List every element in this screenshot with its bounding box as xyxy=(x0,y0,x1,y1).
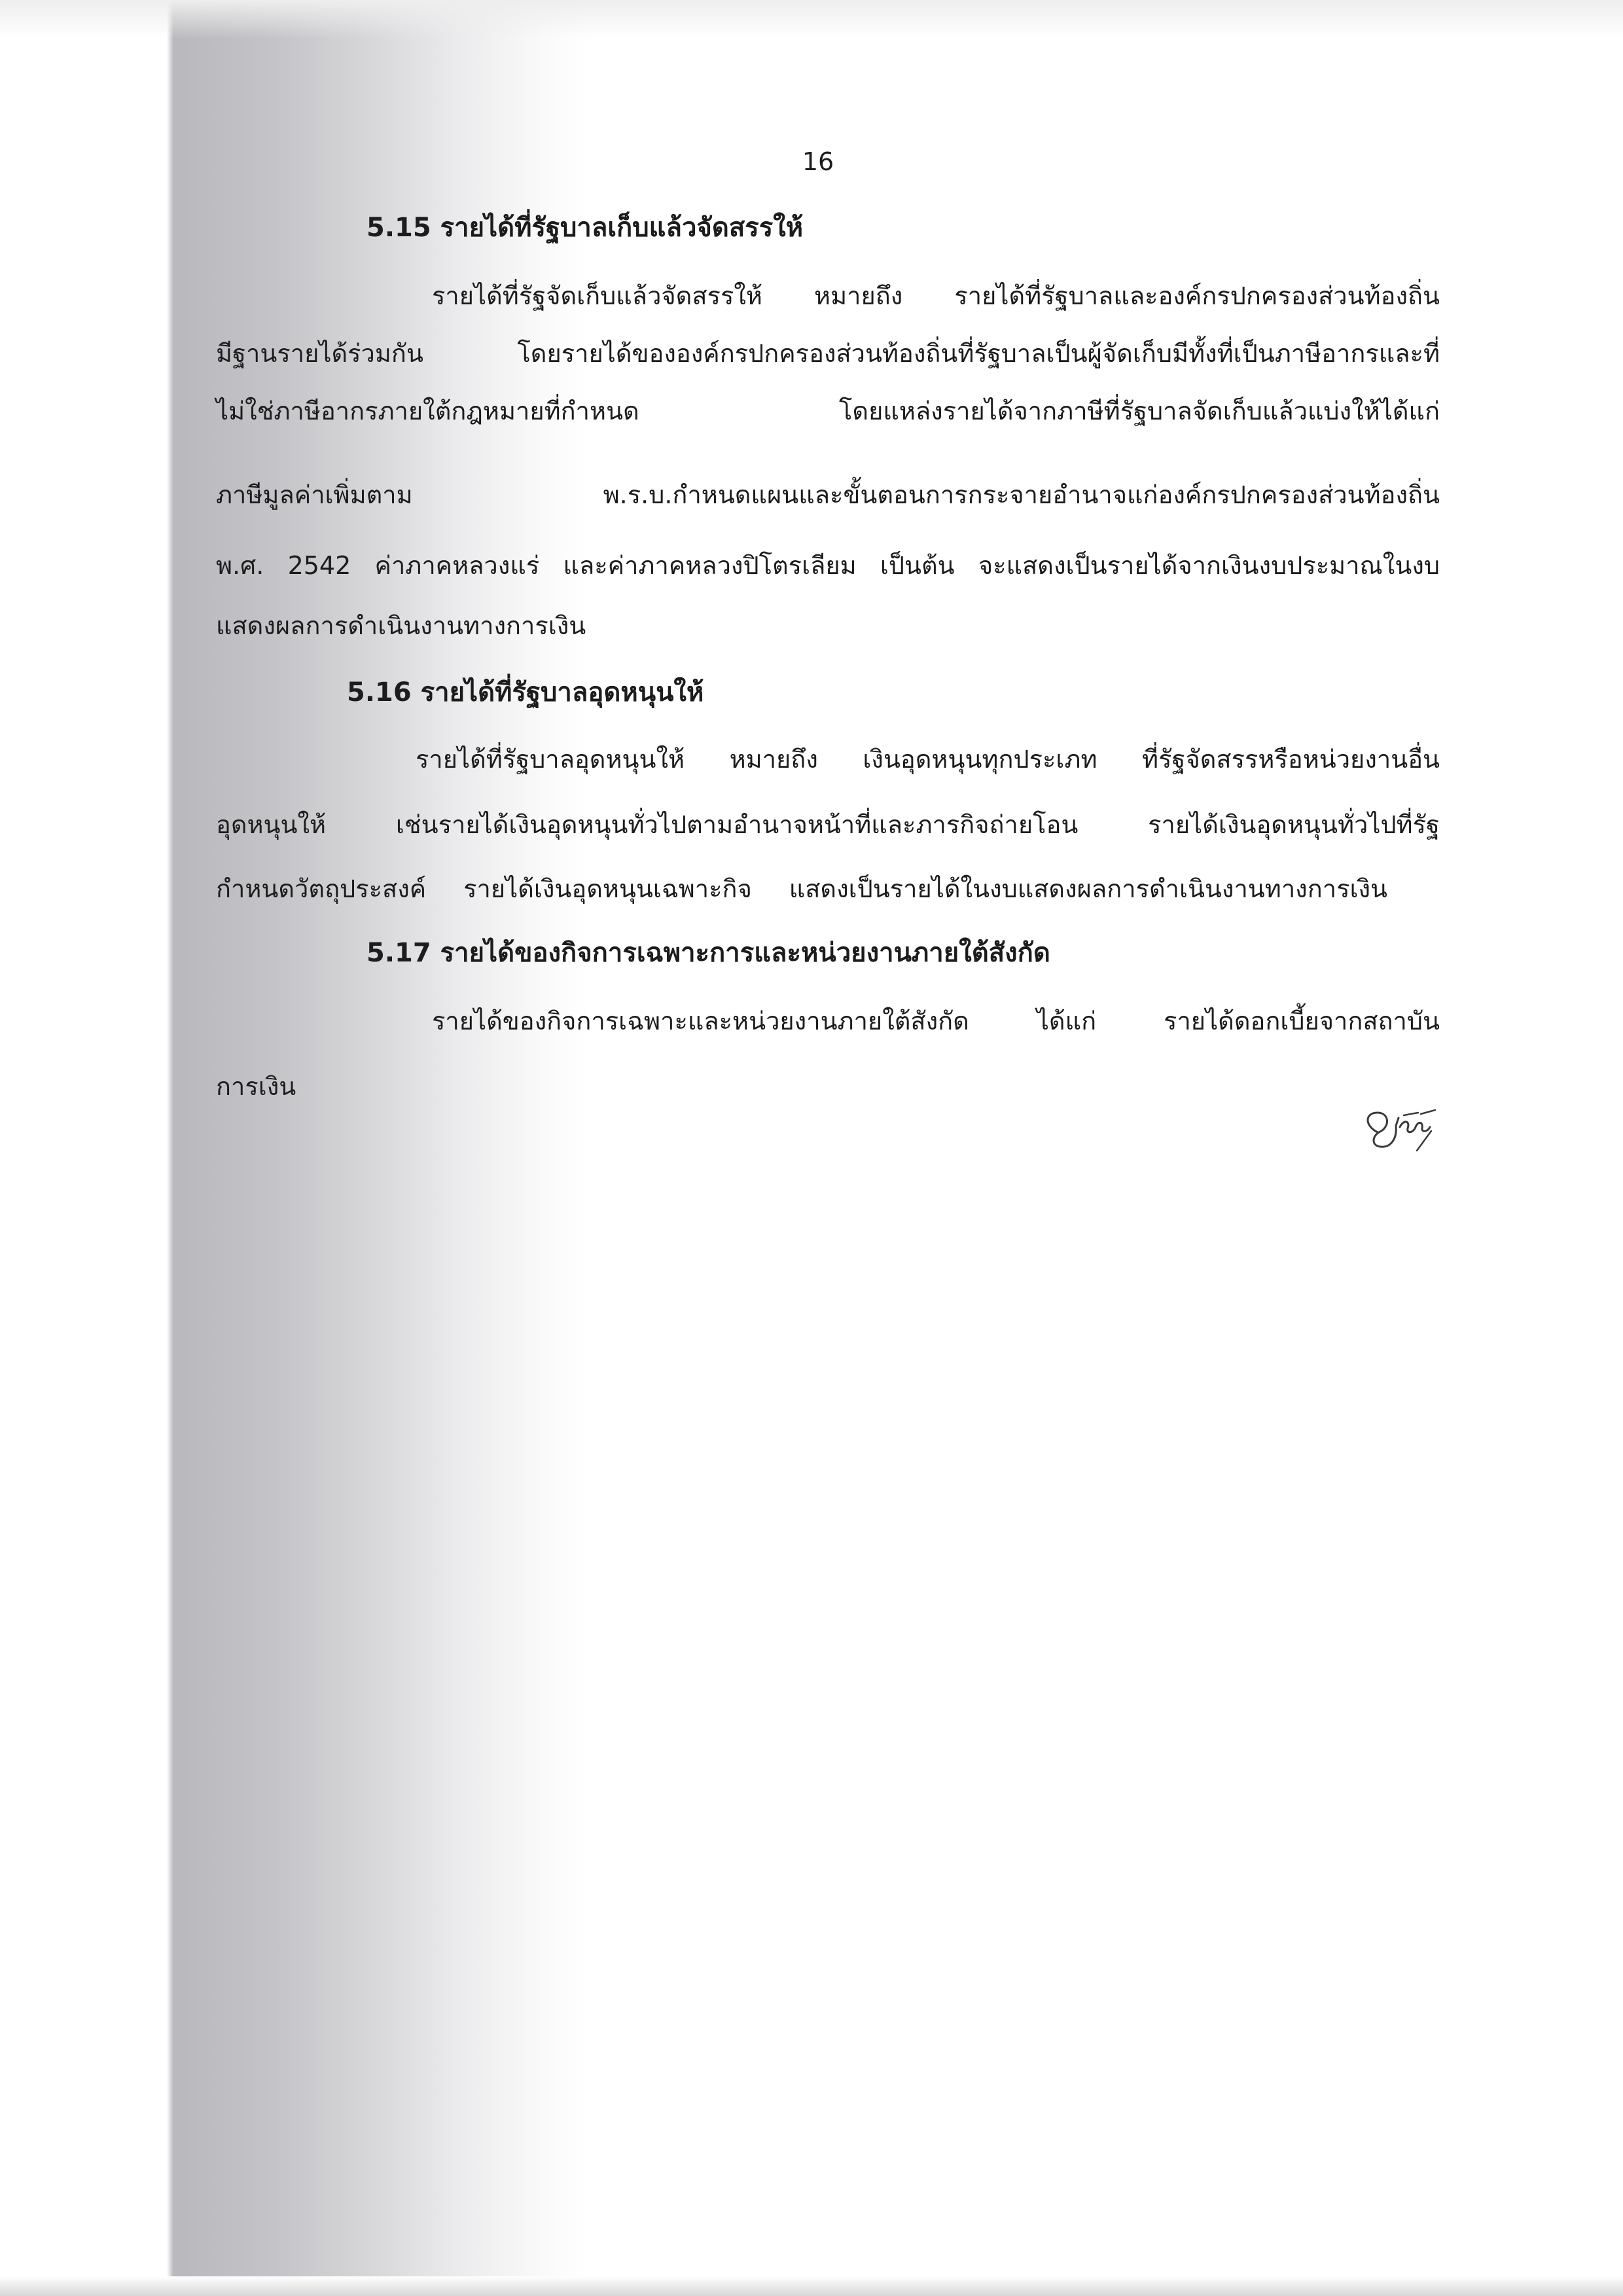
paragraph-line: ไม่ใช่ภาษีอากรภายใต้กฎหมายที่กำหนด โดยแหล่งรายได้จากภาษีที่รัฐบาลจัดเก็บแล้วแบ่งให้ได้แก่ xyxy=(216,397,1440,425)
scan-bottom-edge xyxy=(0,2276,1623,2296)
paragraph-line: รายได้ของกิจการเฉพาะและหน่วยงานภายใต้สังกัด ได้แก่ รายได้ดอกเบี้ยจากสถาบัน xyxy=(432,1007,1440,1035)
page-number: 16 xyxy=(802,147,834,176)
section-heading-5-17: 5.17 รายได้ของกิจการเฉพาะการและหน่วยงานภายใต้สังกัด xyxy=(366,938,1050,968)
paragraph-line: รายได้ที่รัฐจัดเก็บแล้วจัดสรรให้ หมายถึง รายได้ที่รัฐบาลและองค์กรปกครองส่วนท้องถิ่น xyxy=(432,281,1440,310)
paragraph-line: กำหนดวัตถุประสงค์ รายได้เงินอุดหนุนเฉพาะกิจ แสดงเป็นรายได้ในงบแสดงผลการดำเนินงานทางการเงิน xyxy=(216,874,1387,903)
paragraph-line: พ.ศ. 2542 ค่าภาคหลวงแร่ และค่าภาคหลวงปิโตรเลียม เป็นต้น จะแสดงเป็นรายได้จากเงินงบประมาณในงบ xyxy=(216,551,1440,580)
handwritten-signature xyxy=(1358,1086,1450,1158)
paragraph-line: อุดหนุนให้ เช่นรายได้เงินอุดหนุนทั่วไปตามอำนาจหน้าที่และภารกิจถ่ายโอน รายได้เงินอุดหนุนทั่วไปที่รัฐ xyxy=(216,810,1440,839)
paragraph-line: แสดงผลการดำเนินงานทางการเงิน xyxy=(216,611,586,640)
scan-top-edge xyxy=(0,0,1623,39)
section-heading-5-15: 5.15 รายได้ที่รัฐบาลเก็บแล้วจัดสรรให้ xyxy=(366,213,804,243)
paragraph-line: ภาษีมูลค่าเพิ่มตาม พ.ร.บ.กำหนดแผนและขั้นตอนการกระจายอำนาจแก่องค์กรปกครองส่วนท้องถิ่น xyxy=(216,480,1440,509)
section-heading-5-16: 5.16 รายได้ที่รัฐบาลอุดหนุนให้ xyxy=(347,677,704,708)
paragraph-line: การเงิน xyxy=(216,1072,296,1101)
paragraph-line: รายได้ที่รัฐบาลอุดหนุนให้ หมายถึง เงินอุดหนุนทุกประเภท ที่รัฐจัดสรรหรือหน่วยงานอื่น xyxy=(416,745,1440,774)
paragraph-line: มีฐานรายได้ร่วมกัน โดยรายได้ขององค์กรปกครองส่วนท้องถิ่นที่รัฐบาลเป็นผู้จัดเก็บมีทั้งที่เป็นภาษีอากรและที่ xyxy=(216,339,1440,368)
